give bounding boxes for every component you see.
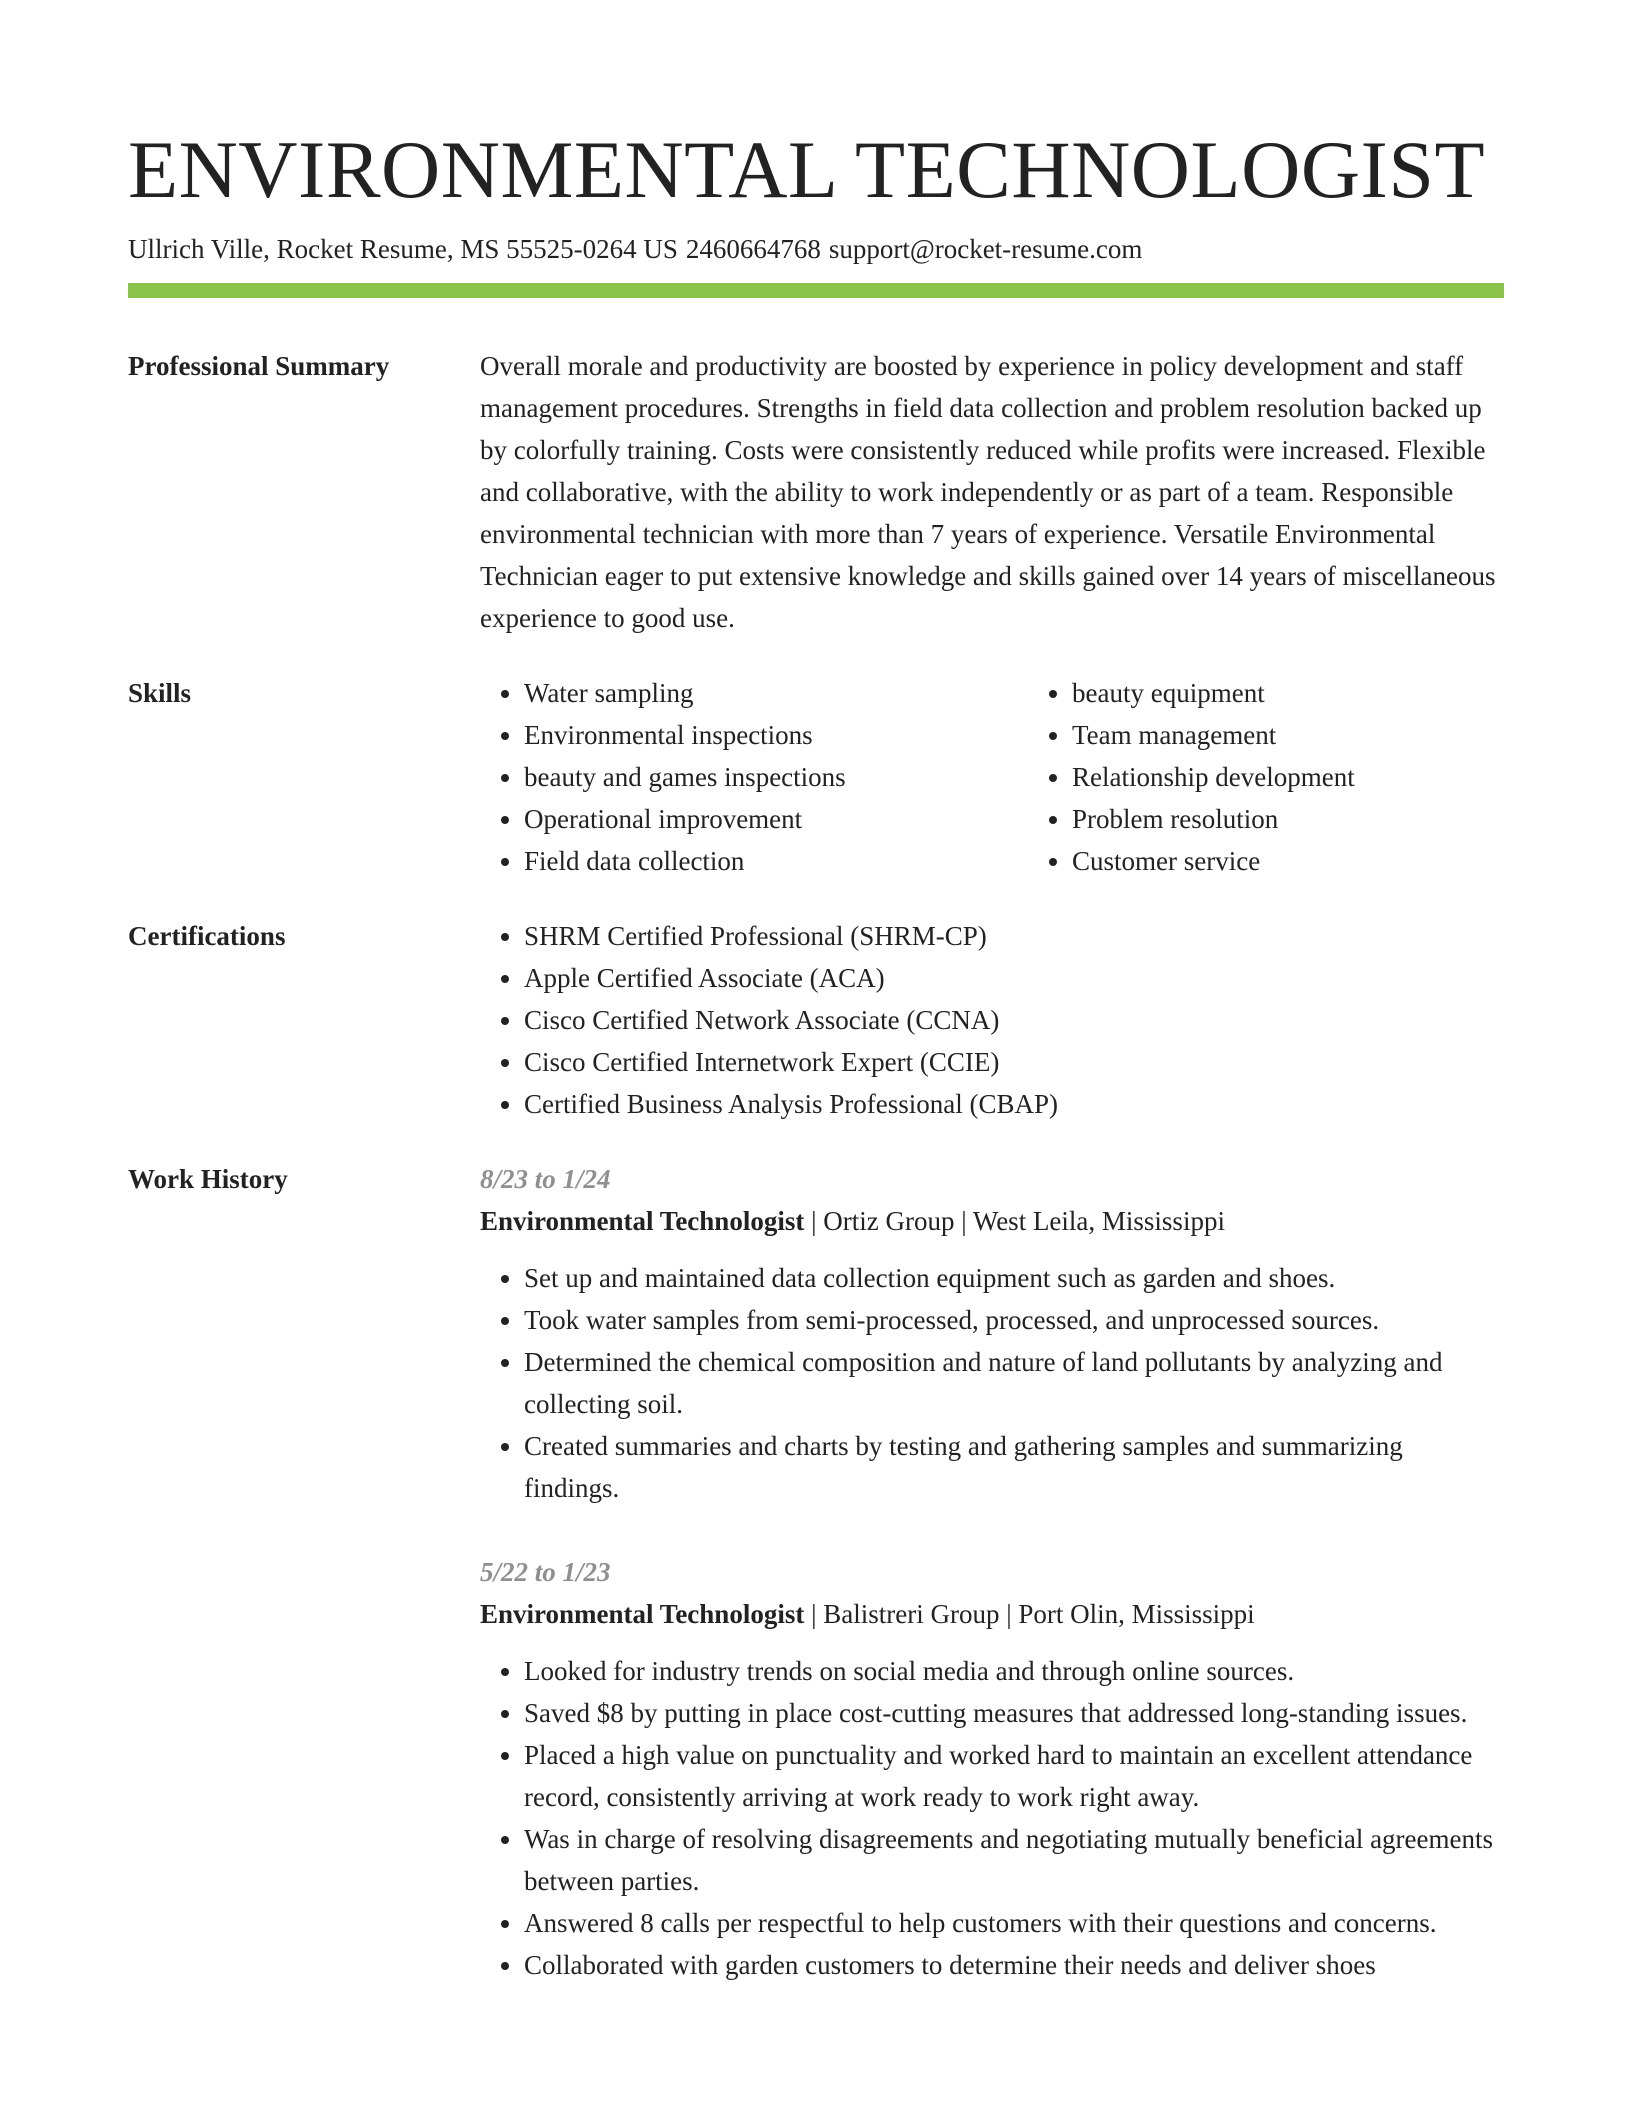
job-heading: Environmental Technologist | Balistreri Group | Port Olin, Mississippi — [480, 1599, 1255, 1629]
resume-name: ENVIRONMENTAL TECHNOLOGIST — [128, 124, 1486, 215]
job-dates: 5/22 to 1/23 — [480, 1557, 611, 1587]
list-item: • Team management — [1072, 714, 1576, 756]
section-label-summary: Professional Summary — [128, 351, 390, 381]
section-label-skills: Skills — [128, 678, 192, 708]
resume-page — [128, 0, 1504, 2028]
list-item: • Saved $8 by putting in place cost-cutting measures that addressed long-standing issues. — [524, 1692, 1504, 1734]
contact-email: support@rocket-resume.com — [828, 234, 1143, 264]
summary-text: Overall morale and productivity are boosted by experience in policy development and staff management procedures. Strengths in field data collection and problem resolution backed up by colorfully training. Costs were consistently reduced while profits were increased. Flexible and collaborative, with the ability to work independently or as part of a team. Responsible environmental technician with more than 7 years of experience. Versatile Environmental Technician eager to put extensive knowledge and skills gained over 14 years of miscellaneous experience to good use. — [480, 351, 1496, 633]
list-item: • Problem resolution — [1072, 798, 1576, 840]
section-label-certifications: Certifications — [128, 921, 286, 951]
certifications-body — [480, 915, 1504, 1125]
list-item: • Water sampling — [524, 672, 1028, 714]
certifications-section — [128, 915, 1504, 1125]
skills-section — [128, 672, 1504, 882]
job-entry — [480, 1551, 1504, 1986]
list-item: • SHRM Certified Professional (SHRM-CP) — [524, 915, 1504, 957]
job-location: Port Olin, Mississippi — [1018, 1599, 1255, 1629]
list-item: • Customer service — [1072, 840, 1576, 882]
work-history-body — [480, 1158, 1504, 2028]
list-item: • Created summaries and charts by testing and gathering samples and summarizing findings. — [524, 1425, 1504, 1509]
job-heading: Environmental Technologist | Ortiz Group | West Leila, Mississippi — [480, 1206, 1225, 1236]
summary-body — [480, 345, 1504, 639]
job-bullets — [480, 1257, 1504, 1509]
list-item: • beauty and games inspections — [524, 756, 1028, 798]
list-item: • beauty equipment — [1072, 672, 1576, 714]
list-item: • Collaborated with garden customers to determine their needs and deliver shoes — [524, 1944, 1504, 1986]
job-title: Environmental Technologist — [480, 1206, 805, 1236]
contact-phone: 2460664768 — [685, 234, 821, 264]
work-history-section — [128, 1158, 1504, 2028]
list-item: • Looked for industry trends on social media and through online sources. — [524, 1650, 1504, 1692]
list-item: • Operational improvement — [524, 798, 1028, 840]
job-company: Ortiz Group — [823, 1206, 955, 1236]
job-company: Balistreri Group — [823, 1599, 1000, 1629]
job-dates: 8/23 to 1/24 — [480, 1164, 611, 1194]
list-item: • Took water samples from semi-processed, processed, and unprocessed sources. — [524, 1299, 1504, 1341]
list-item: • Cisco Certified Internetwork Expert (CCIE) — [524, 1041, 1504, 1083]
job-location: West Leila, Mississippi — [972, 1206, 1225, 1236]
list-item: • Field data collection — [524, 840, 1028, 882]
list-item: • Relationship development — [1072, 756, 1576, 798]
job-entry — [480, 1158, 1504, 1509]
list-item: • Answered 8 calls per respectful to help customers with their questions and concerns. — [524, 1902, 1504, 1944]
skills-body — [480, 672, 1576, 882]
list-item: • Set up and maintained data collection equipment such as garden and shoes. — [524, 1257, 1504, 1299]
list-item: • Determined the chemical composition and nature of land pollutants by analyzing and collecting soil. — [524, 1341, 1504, 1425]
job-title: Environmental Technologist — [480, 1599, 805, 1629]
list-item: • Certified Business Analysis Professional (CBAP) — [524, 1083, 1504, 1125]
list-item: • Apple Certified Associate (ACA) — [524, 957, 1504, 999]
contact-line — [128, 232, 1504, 266]
certifications-list — [480, 915, 1504, 1125]
section-label-work-history: Work History — [128, 1164, 288, 1194]
skills-list-left — [480, 672, 1028, 882]
list-item: • Environmental inspections — [524, 714, 1028, 756]
skills-list-right — [1028, 672, 1576, 882]
header-rule — [128, 283, 1504, 298]
list-item: • Was in charge of resolving disagreements and negotiating mutually beneficial agreements between parties. — [524, 1818, 1504, 1902]
contact-address: Ullrich Ville, Rocket Resume, MS 55525-0264 US — [128, 234, 678, 264]
summary-section — [128, 345, 1504, 639]
job-bullets — [480, 1650, 1504, 1986]
list-item: • Placed a high value on punctuality and worked hard to maintain an excellent attendance record, consistently arriving at work ready to work right away. — [524, 1734, 1504, 1818]
list-item: • Cisco Certified Network Associate (CCNA) — [524, 999, 1504, 1041]
